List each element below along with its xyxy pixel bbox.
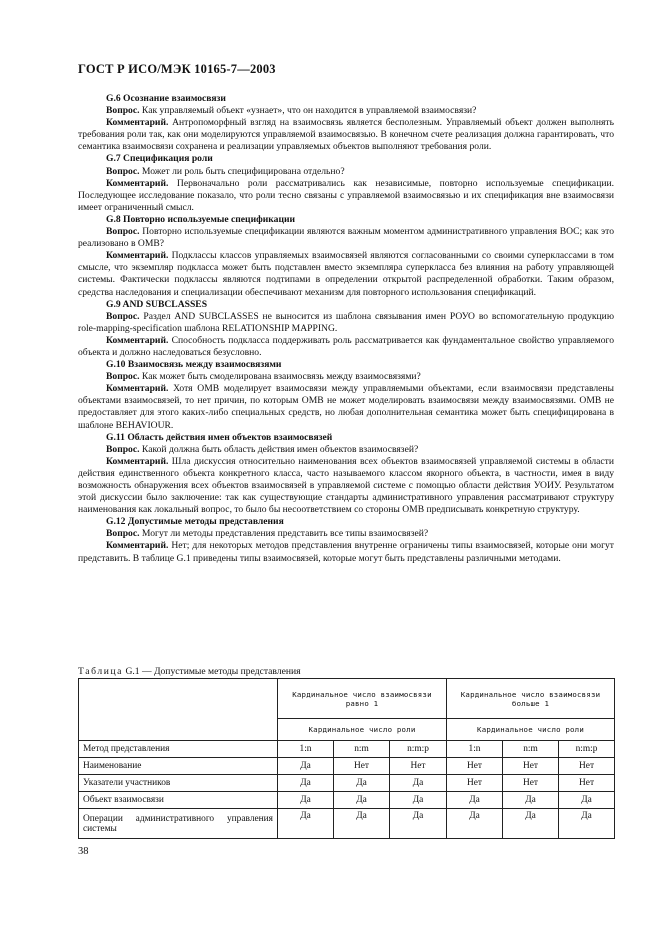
paragraph-text: Раздел AND SUBCLASSES не выносится из шаблона связывания имен РОУО во вспомогательную продукцию role-mapping-specification шаблона RELATIONSHIP MAPPING. <box>78 310 614 334</box>
table-cell: Да <box>278 775 334 792</box>
row-label-cell: Метод представления <box>79 741 278 758</box>
paragraph-text: Подклассы классов управляемых взаимосвязей являются согласованными со своими суперклассами в том смысле, что экземпляр подкласса может быть подставлен вместо экземпляра суперкласса без влияния на работу управляющей системы. Фактически подклассы являются подтипами в определении открытой распределенной обработки. Таким образом, средства наследования и специализации обеспечивают механизм для повторного использования спецификаций. <box>78 250 614 298</box>
table-cell: Нет <box>447 758 503 775</box>
paragraph-text: Шла дискуссия относительно наименования всех объектов взаимосвязей управляемой системы в области действия единственного объекта конкретного класса, часто называемого классом якорного объекта, в частности, имея в виду возможность обнаружения всех объектов взаимосвязей в управляемой системе с помощью области действия УОИУ. Результатом этой дискуссии было заключение: так как существующие стандарты административного управления рассматривают структуру наименования как локальный вопрос, то было бы несоответствием со стороны OMB предписывать конкретную структуру. <box>78 455 614 516</box>
section-heading: G.11 Область действия имен объектов взаимосвязей <box>106 431 333 443</box>
table-cell: Да <box>278 809 334 839</box>
paragraph <box>78 456 614 516</box>
table-cell: Нет <box>390 758 447 775</box>
paragraph <box>78 528 614 540</box>
table-caption-text: G.1 — Допустимые методы представления <box>125 666 301 677</box>
paragraph <box>78 226 614 250</box>
table-cell: Да <box>390 792 447 809</box>
paragraph <box>78 250 614 298</box>
table-cell: n:m <box>503 741 559 758</box>
paragraph-text: Антропоморфный взгляд на взаимосвязь является бесполезным. Управляемый объект должен выполнять требования роли так, как они моделируются управляемой взаимосвязью. В конечном счете реализация должна гарантировать, что семантика взаимосвязи сохранена и реализации управляемых объектов выполняют требования роли. <box>78 117 614 153</box>
row-label-cell: Операции административного управления системы <box>79 809 278 839</box>
table-corner-cell <box>79 679 278 741</box>
paragraph-label: Комментарий. <box>106 455 169 467</box>
paragraph-label: Комментарий. <box>106 177 169 189</box>
paragraph <box>78 335 614 359</box>
row-label-cell: Наименование <box>79 758 278 775</box>
paragraph-text: Способность подкласса поддерживать роль рассматривается как фундаментальное свойство управляемого объекта и должно наследоваться безусловно. <box>78 334 614 358</box>
table-row <box>79 758 615 775</box>
table-cell: Да <box>334 809 390 839</box>
document-body <box>78 93 614 565</box>
row-label-cell: Указатели участников <box>79 775 278 792</box>
table-cell: Да <box>559 792 615 809</box>
paragraph <box>78 383 614 431</box>
table-cell: Да <box>278 758 334 775</box>
page-number: 38 <box>78 846 89 857</box>
table-cell: Да <box>390 775 447 792</box>
paragraph-text: Могут ли методы представления представить все типы взаимосвязей? <box>141 528 429 540</box>
paragraph <box>78 371 614 383</box>
paragraph-label: Комментарий. <box>106 117 169 129</box>
paragraph-label: Вопрос. <box>106 165 140 177</box>
table-cell: Да <box>278 792 334 809</box>
section-heading: G.9 AND SUBCLASSES <box>106 298 208 310</box>
paragraph-label: Комментарий. <box>106 334 169 346</box>
paragraph-text: Как может быть смоделирована взаимосвязь между взаимосвязями? <box>141 371 421 383</box>
row-label-cell: Объект взаимосвязи <box>79 792 278 809</box>
paragraph-text: Как управляемый объект «узнает», что он находится в управляемой взаимосвязи? <box>141 105 477 117</box>
section-heading: G.8 Повторно используемые спецификации <box>106 213 296 225</box>
table-cell: Да <box>503 809 559 839</box>
paragraph <box>78 166 614 178</box>
table-cell: Нет <box>559 775 615 792</box>
table-cell: n:m:p <box>559 741 615 758</box>
table-cell: Да <box>390 809 447 839</box>
table-cell: Да <box>447 809 503 839</box>
table-cell: Нет <box>503 758 559 775</box>
table-row <box>79 809 615 839</box>
paragraph-label: Вопрос. <box>106 443 140 455</box>
group-header-cardinality-1: Кардинальное число взаимосвязи равно 1 <box>278 679 447 719</box>
paragraph <box>78 105 614 117</box>
section-heading: G.12 Допустимые методы представления <box>106 516 284 528</box>
subheader-role-cardinality-1: Кардинальное число роли <box>278 719 447 741</box>
paragraph-label: Комментарий. <box>106 540 169 552</box>
paragraph-label: Вопрос. <box>106 371 140 383</box>
table-cell: n:m <box>334 741 390 758</box>
paragraph-label: Вопрос. <box>106 226 140 238</box>
paragraph <box>78 540 614 564</box>
table-cell: Да <box>447 792 503 809</box>
table-cell: n:m:p <box>390 741 447 758</box>
document-header: ГОСТ Р ИСО/МЭК 10165-7—2003 <box>78 62 276 76</box>
subheader-role-cardinality-2: Кардинальное число роли <box>447 719 615 741</box>
paragraph <box>78 311 614 335</box>
paragraph <box>78 117 614 153</box>
section-heading: G.7 Спецификация роли <box>106 153 213 165</box>
table-row <box>79 775 615 792</box>
paragraph-text: Хотя OMB моделирует взаимосвязи между управляемыми объектами, если взаимосвязи представлены объектами взаимосвязей, то нет причин, по которым OMB не может моделировать взаимосвязи между взаимосвязями. OMB не предоставляет для этого каких-либо специальных средств, но любая дополнительная семантика может быть специфицирована в шаблоне BEHAVIOUR. <box>78 383 614 431</box>
table-cell: Нет <box>334 758 390 775</box>
table-row <box>79 792 615 809</box>
table-cell: 1:n <box>447 741 503 758</box>
table-caption-prefix: Таблица <box>78 666 124 677</box>
table-cell: Да <box>559 809 615 839</box>
paragraph-label: Комментарий. <box>106 250 169 262</box>
table-cell: Нет <box>503 775 559 792</box>
paragraph-label: Комментарий. <box>106 383 169 395</box>
table-cell: 1:n <box>278 741 334 758</box>
table-cell: Да <box>334 792 390 809</box>
paragraph-label: Вопрос. <box>106 528 140 540</box>
paragraph-text: Может ли роль быть специфицирована отдельно? <box>141 165 345 177</box>
table-cell: Нет <box>559 758 615 775</box>
table-row <box>79 741 615 758</box>
representation-methods-table <box>78 678 615 839</box>
paragraph-label: Вопрос. <box>106 310 140 322</box>
paragraph-label: Вопрос. <box>106 105 140 117</box>
table-cell: Нет <box>447 775 503 792</box>
paragraph-text: Какой должна быть область действия имен объектов взаимосвязей? <box>141 443 419 455</box>
paragraph <box>78 178 614 214</box>
group-header-cardinality-gt1: Кардинальное число взаимосвязи больше 1 <box>447 679 615 719</box>
paragraph <box>78 444 614 456</box>
paragraph-text: Первоначально роли рассматривались как независимые, повторно используемые спецификации. Последующее исследование показало, что роли тесно связаны с управляемой взаимосвязью и их спецификация вне взаимосвязи имеет ограниченный смысл. <box>78 177 614 213</box>
table-cell: Да <box>334 775 390 792</box>
table-cell: Да <box>503 792 559 809</box>
section-heading: G.6 Осознание взаимосвязи <box>106 93 226 104</box>
section-heading: G.10 Взаимосвязь между взаимосвязями <box>106 359 282 371</box>
paragraph-text: Нет; для некоторых методов представления внутренне ограничены типы взаимосвязей, которые они могут представить. В таблице G.1 приведены типы взаимосвязей, которые могут быть представлены различными методами. <box>78 540 614 564</box>
table-caption <box>78 666 301 677</box>
paragraph-text: Повторно используемые спецификации являются важным моментом административного управления ВОС; как это реализовано в OMB? <box>78 226 615 250</box>
